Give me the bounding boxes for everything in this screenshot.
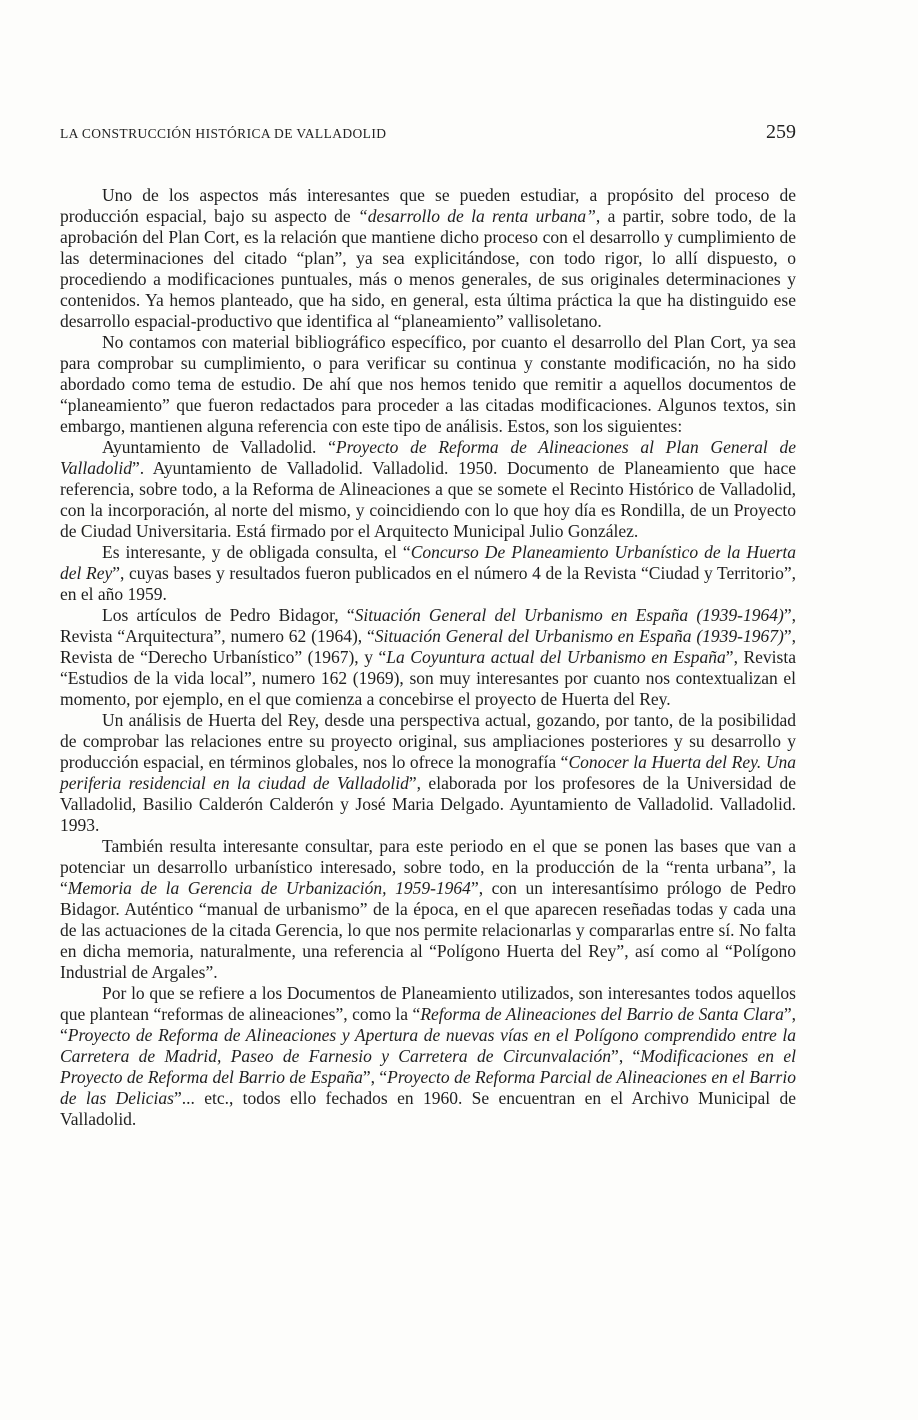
page-number: 259: [766, 121, 796, 143]
text-run: Por lo que se refiere a los Documentos de Planeamiento utilizados, son interesantes todos aquellos que plantean “reformas de alineaciones”, como la “: [60, 983, 796, 1024]
paragraph: [60, 437, 796, 542]
paragraph: [60, 185, 796, 332]
text-run: ”, “: [611, 1046, 641, 1066]
body-text: [60, 185, 796, 1130]
running-title: LA CONSTRUCCIÓN HISTÓRICA DE VALLADOLID: [60, 126, 387, 141]
italic-title-text: Memoria de la Gerencia de Urbanización, 1959-1964: [67, 878, 471, 898]
italic-title-text: Reforma de Alineaciones del Barrio de Santa Clara: [420, 1004, 784, 1024]
text-run: También resulta interesante consultar, para este periodo en el que se ponen las bases que van a potenciar un desarrollo urbanístico interesado, sobre todo, en la producción de la “renta urbana”, la “: [60, 836, 796, 898]
text-run: No contamos con material bibliográfico específico, por cuanto el desarrollo del Plan Cort, ya sea para comprobar su cumplimiento, o para verificar su continua y constante modificación, no ha sido abordado como tema de estudio. De ahí que nos hemos tenido que remitir a aquellos documentos de “planeamiento” que fueron redactados para proceder a las citadas modificaciones. Algunos textos, sin embargo, mantienen alguna referencia con este tipo de análisis. Estos, son los siguientes:: [60, 332, 796, 436]
text-run: Ayuntamiento de Valladolid. “: [102, 437, 336, 457]
italic-title-text: Proyecto de Reforma Parcial de Alineaciones en el Barrio de las Delicias: [60, 1067, 796, 1108]
italic-title-text: “desarrollo de la renta urbana”: [357, 206, 596, 226]
italic-title-text: Proyecto de Reforma de Alineaciones y Apertura de nuevas vías en el Polígono comprendido entre la Carretera de Madrid, Paseo de Farnesio y Carretera de Circunvalación: [60, 1025, 796, 1066]
italic-title-text: Modificaciones en el Proyecto de Reforma del Barrio de España: [60, 1046, 796, 1087]
text-run: Es interesante, y de obligada consulta, el “: [102, 542, 411, 562]
paragraph: [60, 836, 796, 983]
text-run: ”, elaborada por los profesores de la Universidad de Valladolid, Basilio Calderón Calderón y José Maria Delgado. Ayuntamiento de Valladolid. Valladolid. 1993.: [60, 773, 796, 835]
text-run: ”. Ayuntamiento de Valladolid. Valladolid. 1950. Documento de Planeamiento que hace referencia, sobre todo, a la Reforma de Alineaciones a que se somete el Recinto Histórico de Valladolid, con la incorporación, al norte del mismo, y coincidiendo con lo que hoy día es Rondilla, de un Proyecto de Ciudad Universitaria. Está firmado por el Arquitecto Municipal Julio González.: [60, 458, 796, 541]
text-run: ”, “: [60, 1004, 796, 1045]
paragraph: [60, 542, 796, 605]
text-run: ”, con un interesantísimo prólogo de Pedro Bidagor. Auténtico “manual de urbanismo” de la época, en el que aparecen reseñadas todas y cada una de las actuaciones de la citada Gerencia, lo que nos permite relacionarlas y compararlas entre sí. No falta en dicha memoria, naturalmente, una referencia al “Polígono Huerta del Rey”, así como al “Polígono Industrial de Argales”.: [60, 878, 796, 982]
italic-title-text: Situación General del Urbanismo en España (1939-1964): [354, 605, 784, 625]
paragraph: [60, 710, 796, 836]
text-run: ”, Revista “Estudios de la vida local”, numero 162 (1969), son muy interesantes por cuanto nos contextualizan el momento, por ejemplo, en el que comienza a concebirse el proyecto de Huerta del Rey.: [60, 647, 796, 709]
running-head: [60, 121, 796, 144]
text-run: ”, Revista “Arquitectura”, numero 62 (1964), “: [60, 605, 796, 646]
text-run: ”, Revista de “Derecho Urbanístico” (1967), y “: [60, 626, 796, 667]
text-run: Un análisis de Huerta del Rey, desde una perspectiva actual, gozando, por tanto, de la posibilidad de comprobar las relaciones entre su proyecto original, sus ampliaciones posteriores y su desarrollo y producción espacial, en términos globales, nos lo ofrece la monografía “: [60, 710, 796, 772]
text-run: Los artículos de Pedro Bidagor, “: [102, 605, 355, 625]
paragraph: [60, 332, 796, 437]
italic-title-text: Concurso De Planeamiento Urbanístico de la Huerta del Rey: [60, 542, 797, 583]
paragraph: [60, 605, 796, 710]
italic-title-text: La Coyuntura actual del Urbanismo en España: [386, 647, 726, 667]
paragraph: [60, 983, 796, 1130]
text-run: ”, cuyas bases y resultados fueron publicados en el número 4 de la Revista “Ciudad y Territorio”, en el año 1959.: [60, 563, 796, 604]
text-run: Uno de los aspectos más interesantes que se pueden estudiar, a propósito del proceso de producción espacial, bajo su aspecto de: [60, 185, 796, 226]
italic-title-text: Situación General del Urbanismo en España (1939-1967): [374, 626, 784, 646]
italic-title-text: Proyecto de Reforma de Alineaciones al Plan General de Valladolid: [60, 437, 796, 478]
text-run: ”, “: [362, 1067, 388, 1087]
italic-title-text: Conocer la Huerta del Rey. Una periferia residencial en la ciudad de Valladolid: [60, 752, 796, 793]
text-run: ”... etc., todos ello fechados en 1960. Se encuentran en el Archivo Municipal de Valladolid.: [60, 1088, 796, 1129]
text-run: , a partir, sobre todo, de la aprobación del Plan Cort, es la relación que mantiene dicho proceso con el desarrollo y cumplimiento de las determinaciones del citado “plan”, ya sea explicitándose, con todo rigor, lo allí dispuesto, o procediendo a modificaciones puntuales, más o menos generales, de sus originales determinaciones y contenidos. Ya hemos planteado, que ha sido, en general, esta última práctica la que ha distinguido ese desarrollo espacial-productivo que identifica al “planeamiento” vallisoletano.: [60, 206, 796, 331]
